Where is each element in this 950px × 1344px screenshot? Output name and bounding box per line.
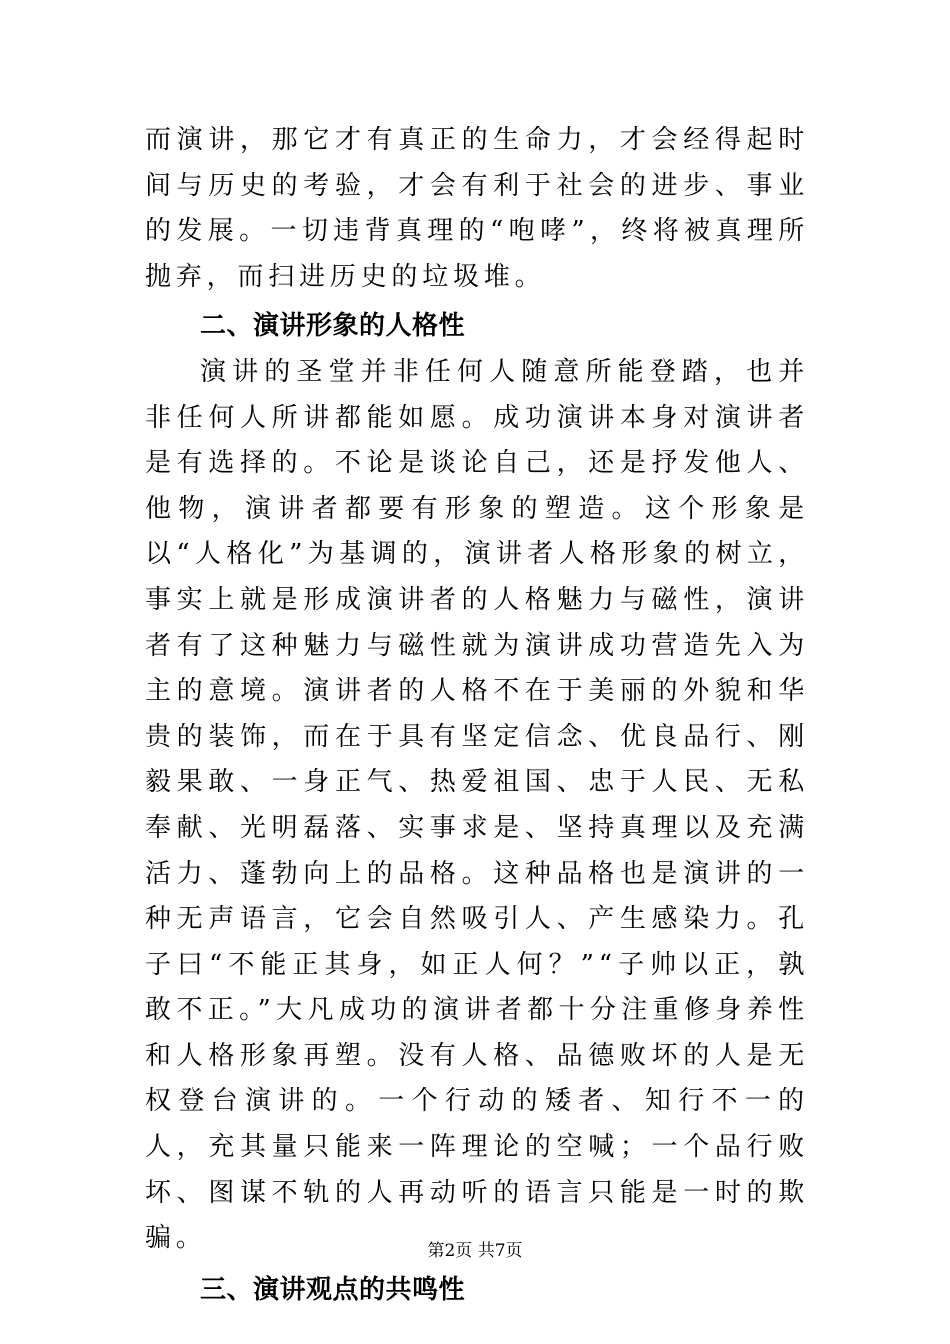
document-body — [145, 118, 809, 1313]
page-footer: 第2页 共7页 — [427, 1241, 523, 1261]
paragraph-personality: 演讲的圣堂并非任何人随意所能登踏，也并非任何人所讲都能如愿。成功演讲本身对演讲者是有选择的。不论是谈论自己，还是抒发他人、他物，演讲者都要有形象的塑造。这个形象是以“人格化”为基调的，演讲者人格形象的树立，事实上就是形成演讲者的人格魅力与磁性，演讲者有了这种魅力与磁性就为演讲成功营造先入为主的意境。演讲者的人格不在于美丽的外貌和华贵的装饰，而在于具有坚定信念、优良品行、刚毅果敢、一身正气、热爱祖国、忠于人民、无私奉献、光明磊落、实事求是、坚持真理以及充满活力、蓬勃向上的品格。这种品格也是演讲的一种无声语言，它会自然吸引人、产生感染力。孔子曰“不能正其身，如正人何？”“子帅以正，孰敢不正。”大凡成功的演讲者都十分注重修身养性和人格形象再塑。没有人格、品德败坏的人是无权登台演讲的。一个行动的矮者、知行不一的人，充其量只能来一阵理论的空喊；一个品行败坏、图谋不轨的人再动听的语言只能是一时的欺骗。 — [145, 356, 809, 1254]
paragraph-continuation: 而演讲，那它才有真正的生命力，才会经得起时间与历史的考验，才会有利于社会的进步、事业的发展。一切违背真理的“咆哮”，终将被真理所抛弃，而扫进历史的垃圾堆。 — [145, 125, 809, 292]
section-heading-resonance: 三、演讲观点的共鸣性 — [200, 1274, 466, 1305]
section-heading-personality: 二、演讲形象的人格性 — [200, 311, 466, 342]
